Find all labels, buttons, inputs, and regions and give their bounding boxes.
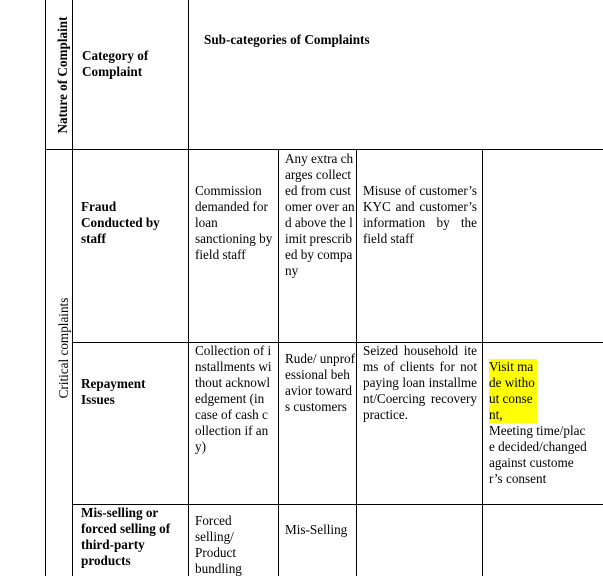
subcategories-header: Sub-categories of Complaints xyxy=(204,32,370,47)
table-border xyxy=(482,149,483,576)
subcategory-rude-behavior: Rude/ unprofessional behavior towards customers xyxy=(285,351,355,414)
subcategory-forced-selling: Forced selling/ Product bundling xyxy=(195,513,242,576)
subcategory-extra-charges: Any extra charges collected from customer over and above the limit prescribed by company xyxy=(285,151,355,278)
subcategory-collection: Collection of installments without acknowledgement (in case of cash collection if any) xyxy=(195,343,272,454)
category-repayment: Repayment Issues xyxy=(81,376,146,407)
subcategory-visit-consent-rest: Meeting time/place decided/changed against customer’s consent xyxy=(489,423,587,486)
subcategory-seized-items: Seized household items of clients for not paying loan installment/Coercing recovery practice. xyxy=(363,343,477,422)
table-border xyxy=(72,342,603,343)
table-border xyxy=(72,0,73,576)
table-border xyxy=(188,0,189,576)
table-border xyxy=(356,149,357,576)
subcategory-visit-consent xyxy=(489,359,587,487)
category-header: Category of Complaint xyxy=(82,48,149,79)
category-mis-selling: Mis-selling or forced selling of third-party products xyxy=(81,505,171,568)
table-border xyxy=(45,149,603,150)
subcategory-kyc-misuse: Misuse of customer’s KYC and customer’s information by the field staff xyxy=(363,183,477,246)
table-border xyxy=(278,149,279,576)
highlighted-text: Visit made without consent, xyxy=(489,359,537,423)
category-fraud: Fraud Conducted by staff xyxy=(81,199,160,246)
table-border xyxy=(45,0,46,576)
critical-complaints-label: Critical complaints xyxy=(56,297,71,399)
subcategory-commission: Commission demanded for loan sanctioning by field staff xyxy=(195,183,273,262)
subcategory-mis-selling: Mis-Selling xyxy=(285,522,348,537)
nature-of-complaint-header: Nature of Complaint xyxy=(55,16,70,134)
